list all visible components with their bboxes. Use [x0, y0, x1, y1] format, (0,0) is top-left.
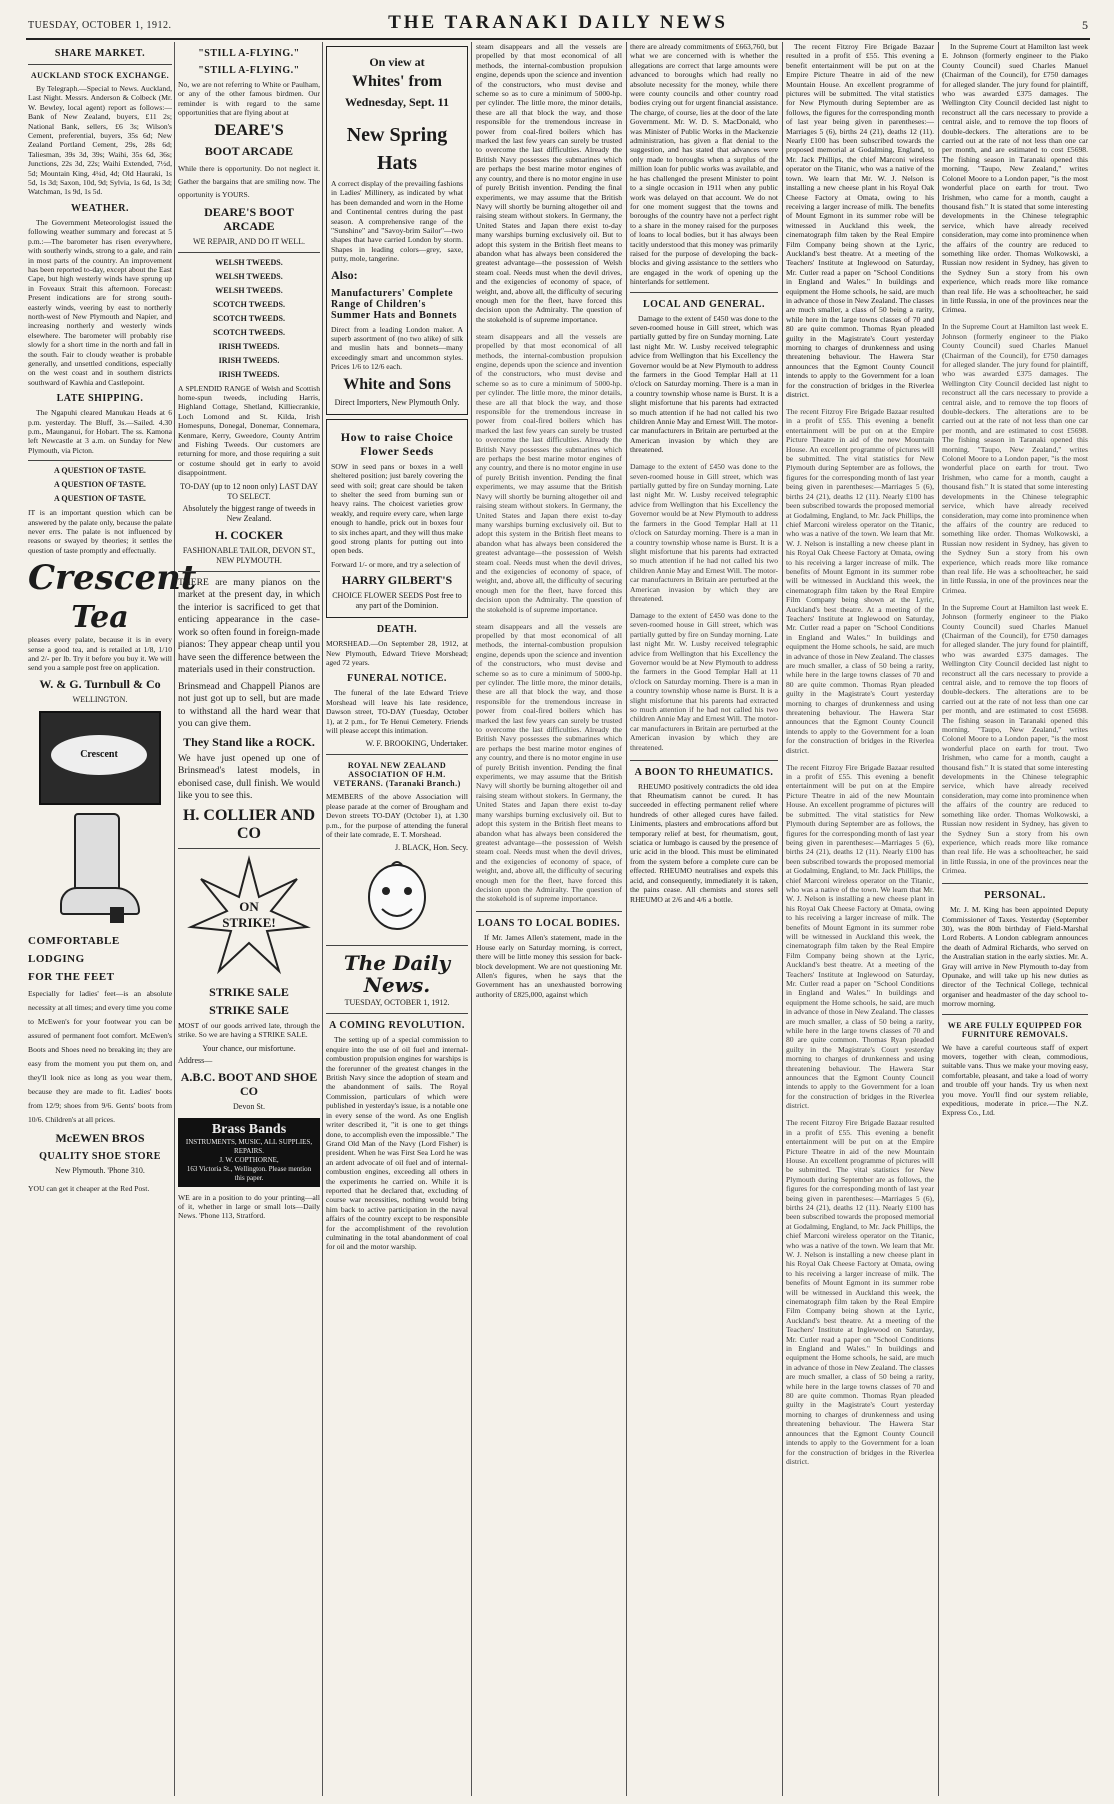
local-news: The recent Fitzroy Fire Brigade Bazaar resulted in a profit of £55. This evening a benefit entertainment will be put on at the Empire Picture Theatre in aid of the new Mountain House. An excellent programme of pictures will be submitted. The vital statistics for New Plymouth during September are as follows, the figures for the corresponding month of last year being given in parentheses:—Marriages 5 (6), births 24 (21), deaths 12 (11). Nearly £100 has been subscribed towards the proposed memorial at Godalming, England, to Mr. Jack Phillips, the chief Marconi wireless operator on the Titanic, who was a native of the town. We learn that Mr. W. J. Nelson is installing a new cheese plant in his Royal Oak Cheese Factory at Omata, owing to his receiving a larger increase of milk. The benefits of Mount Egmont in its summer robe will be witnessed in Auckland this week, the cinematograph film taken by the Real Empire Film Company being shown at the Lyric, Auckland's best theatre. At a meeting of the Teachers' Institute at Inglewood on Saturday, Mr. Cutler read a paper on "School Conditions in England and Wales." In buildings and equipment the Home schools, he said, are much in advance of those in New Zealand. The classes are much smaller, a class of 50 being a rarity, while here in the large towns classes of 70 and 80 are quite common. Thomas Ryan pleaded guilty in the Magistrate's Court yesterday morning to charges of drunkenness and using threatening behaviour. The Hawera Star announces that the Egmont County Council intends to apply to the Government for a loan for the construction of bridges in the Riverlea district. — [786, 42, 934, 400]
divider — [630, 760, 778, 761]
tweeds-item: WELSH TWEEDS. — [215, 285, 283, 295]
column-rule — [782, 42, 783, 1796]
divider — [942, 1014, 1088, 1015]
new-spring: New Spring — [346, 124, 448, 146]
local-general-text: Damage to the extent of £450 was done to the seven-roomed house in Gill street, which was partially gutted by fire on Sunday morning. Late last night Mr. W. Lusby received telegraphic advice from Wellington that his Excellency the Governor would be at New Plymouth to address the farmers in the Good Templar Hall at 11 o'clock on Saturday morning. There is a man in a country township whose name is Burst. It is a slight misfortune that his parents had extracted so much attention if he had not called his two children Annie May and Ernest Will. The motor-car manufacturers in Britain are perturbed at the American invasion by which they are threatened. — [630, 462, 778, 603]
divider — [28, 460, 172, 461]
revolution-continued: steam disappears and all the vessels are propelled by that most economical of all methods, the internal-combustion propulsion engine, depends upon the science and invention of the constructors, who must devise and scheme so as to cure a minimum of 5000-hp. per cylinder. The little more, the minor details, these are all that block the way, and those responsible for the tremendous increase in power from coal-fired boilers which has marked the last few years can surely be trusted to overcome the last difficulties. Already the British Navy possesses the submarines which are perhaps the best marine motor engines of any country, and there is no motor engine in use of purely British invention. Pending the final experiments, we may assume that the British Navy will shortly be burning altogether oil and raising steam without stokers. In Germany, the United States and Japan there exist to-day many warships burning exclusively oil. But to adopt this system in the British fleet means to abandon what has always been considered the greatest advantage—the possession of Welsh steam coal. Needs must when the devil drives, and the exigencies of economy of space, of weight, and, above all, the difficulty of securing enough men for the fleet, have forced this decision upon the Admiralty. The question of the stokehold is of supreme importance. — [476, 331, 622, 614]
furniture-heading: WE ARE FULLY EQUIPPED FOR FURNITURE REMOVALS. — [947, 1020, 1083, 1039]
editorial-date: TUESDAY, OCTOBER 1, 1912. — [344, 998, 450, 1008]
furniture-text: We have a careful courteous staff of expert movers, together with clean, commodious, suitable vans. Thus we make your moving easy, comfortable, pleasant, and take a load of worry and trouble off your hands. Try us when next you move. You'll find our system reliable, expeditious, moderate in price.—The N.Z. Express Co., Ltd. — [942, 1042, 1088, 1118]
death-heading: DEATH. — [376, 624, 418, 636]
revolution-continued: steam disappears and all the vessels are propelled by that most economical of all methods, the internal-combustion propulsion engine, depends upon the science and invention of the constructors, who must devise and scheme so as to cure a minimum of 5000-hp. per cylinder. The little more, the minor details, these are all that block the way, and those responsible for the tremendous increase in power from coal-fired boilers which has marked the last few years can surely be trusted to overcome the last difficulties. Already the British Navy possesses the submarines which are perhaps the best marine motor engines of any country, and there is no motor engine in use of purely British invention. Pending the final experiments, we may assume that the British Navy will shortly be burning altogether oil and raising steam without stokers. In Germany, the United States and Japan there exist to-day many warships burning exclusively oil. But to adopt this system in the British fleet means to abandon what has always been considered the greatest advantage—the possession of Welsh steam coal. Needs must when the devil drives, and the exigencies of economy of space, of weight, and, above all, the difficulty of securing enough men for the fleet, have forced this decision upon the Admiralty. The question of the stokehold is of supreme importance. — [476, 621, 622, 904]
column-5 — [630, 42, 778, 1796]
taste-heading-1: A QUESTION OF TASTE. — [54, 466, 146, 476]
brass-bands-address: 163 Victoria St., Wellington. Please mention this paper. — [186, 1164, 312, 1182]
tweeds-item: SCOTCH TWEEDS. — [213, 313, 285, 323]
crescent-logo: Crescent — [28, 558, 197, 599]
address-label: Address— — [178, 1055, 213, 1065]
strike-label: STRIKE! — [222, 914, 276, 930]
veterans-secretary: J. BLACK, Hon. Secy. — [394, 843, 468, 853]
veterans-heading: ROYAL NEW ZEALAND ASSOCIATION OF H.M. VETERANS. (Taranaki Branch.) — [333, 761, 461, 789]
on-view: On view at — [369, 55, 425, 69]
abc-street: Devon St. — [233, 1101, 265, 1111]
misfortune: Your chance, our misfortune. — [202, 1043, 296, 1053]
revolution-continued: steam disappears and all the vessels are propelled by that most economical of all methods, the internal-combustion propulsion engine, depends upon the science and invention of the constructors, who must devise and scheme so as to cure a minimum of 5000-hp. per cylinder. The little more, the minor details, these are all that block the way, and those responsible for the tremendous increase in power from coal-fired boilers which has marked the last few years can surely be trusted to overcome the last difficulties. Already the British Navy possesses the submarines which are perhaps the best marine motor engines of any country, and there is no motor engine in use of purely British invention. Pending the final experiments, we may assume that the British Navy will shortly be burning altogether oil and raising steam without stokers. In Germany, the United States and Japan there exist to-day many warships burning exclusively oil. But to adopt this system in the British fleet means to abandon what has always been considered the greatest advantage—the possession of Welsh steam coal. Needs must when the devil drives, and the exigencies of economy of space, of weight, and, above all, the difficulty of securing enough men for the fleet, have forced this decision upon the Admiralty. The question of the stokehold is of supreme importance. — [476, 42, 622, 324]
on-label: ON — [239, 898, 259, 914]
brass-bands-subtitle: INSTRUMENTS, MUSIC, ALL SUPPLIES, REPAIRS. — [185, 1137, 313, 1155]
today-notice: TO-DAY (up to 12 noon only) LAST DAY TO SELECT. — [180, 481, 318, 501]
on-strike-text — [189, 899, 309, 931]
page-number: 5 — [1082, 18, 1088, 32]
cocker-name: H. COCKER — [214, 527, 283, 542]
on-strike-star — [189, 857, 309, 977]
tweeds-item: SCOTCH TWEEDS. — [213, 327, 285, 337]
stock-exchange-subheading: AUCKLAND STOCK EXCHANGE. — [30, 71, 170, 80]
comfortable-line-3: FOR THE FEET — [28, 970, 115, 983]
divider — [178, 571, 320, 572]
column-rule — [322, 42, 323, 1796]
rheumatics-heading: A BOON TO RHEUMATICS. — [634, 766, 774, 778]
divider — [178, 848, 320, 849]
taste-text: IT is an important question which can be answered by the palate only, because the palate never errs. The palate is not influenced by reasons or swayed by theories; it settles the question of taste promptly and effectually. — [28, 508, 172, 555]
taste-heading-3: A QUESTION OF TASTE. — [54, 494, 146, 504]
loans-text: If Mr. James Allen's statement, made in the House early on Saturday morning, is correct, there will be little money this session for back-block development. We are not questioning Mr. Allen's figures, when he says that the Government has an unexhausted borrowing authority of £825,000, against which — [476, 933, 622, 999]
whites-ad — [326, 46, 468, 415]
brass-bands-title: Brass Bands — [211, 1121, 287, 1137]
loans-heading: LOANS TO LOCAL BODIES. — [477, 918, 621, 930]
veterans-notice: MEMBERS of the above Association will please parade at the corner of Brougham and Devon streets TO-DAY (October 1), at 1.30 p.m., for the purpose of attending the funeral of their late comrade, E. T. Morshead. — [326, 792, 468, 840]
taste-heading-2: A QUESTION OF TASTE. — [54, 480, 146, 490]
divider — [942, 883, 1088, 884]
column-rule — [471, 42, 472, 1796]
stand-like-rock: They Stand like a ROCK. — [183, 734, 315, 749]
general-news: In the Supreme Court at Hamilton last week E. Johnson (formerly engineer to the Piako County Council) sued Charles Manuel (Chairman of the Council), for £750 damages for alleged slander. The jury found for plaintiff, who was awarded £375 damages. The Wellington City Council decided last night to reconstruct all the cars necessary to provide a central aisle, and to remove the top floors of double-deckers. The alterations are to be carried out at the rate of not less than one car per month, and are estimated to cost £5698. The fishing season in Taranaki opened this morning. "Taupo, New Zealand," writes Colonel Moore to a London paper, "is the most wonderful place on earth for trout. Two Irishmen, who came for a month, caught a thousand fish." It is stated that some interesting developments in the Chinese telegraphic service, which have already received consideration, may come into prominence when the affairs of the country are reduced to something like order. Thomas Wolkowski, a Russian now resident in Sydney, has given to the Sydney Sun a story from his own experience, which reads more like romance than real life. He was a schoolteacher, he said in little Russia, in one of the provinces near the Crimea. — [942, 42, 1088, 315]
brinsmead-text: Brinsmead and Chappell Pianos are not just got up to sell, but are made to withstand all the hard wear that you can give them. — [178, 680, 320, 730]
divider — [178, 252, 320, 253]
gilbert-sub: CHOICE FLOWER SEEDS Post free to any part of the Dominion. — [332, 591, 462, 611]
abc-shoe-co: A.B.C. BOOT AND SHOE CO — [180, 1069, 318, 1098]
death-notice: MORSHEAD.—On September 28, 1912, at New Plymouth, Edward Trieve Morshead; aged 72 years. — [326, 639, 468, 667]
tweeds-text: A SPLENDID RANGE of Welsh and Scottish home-spun tweeds, including Harris, Highland Cottage, Shetland, Killiecrankie, Loch Lomond and St. Kilda, Irish Homespuns, Donegal, Donemar, Connemara, Kenmare, Kerry, Gweedore, County Antrim and Fishing Tweeds. Our customers are returning for more, and those requiring a suit or costume should get in early to avoid disappointment. — [178, 383, 320, 478]
revolution-heading: A COMING REVOLUTION. — [329, 1020, 465, 1032]
general-news: In the Supreme Court at Hamilton last week E. Johnson (formerly engineer to the Piako County Council) sued Charles Manuel (Chairman of the Council), for £750 damages for alleged slander. The jury found for plaintiff, who was awarded £375 damages. The Wellington City Council decided last night to reconstruct all the cars necessary to provide a central aisle, and to remove the top floors of double-deckers. The alterations are to be carried out at the rate of not less than one car per month, and are estimated to cost £5698. The fishing season in Taranaki opened this morning. "Taupo, New Zealand," writes Colonel Moore to a London paper, "is the most wonderful place on earth for trout. Two Irishmen, who came for a month, caught a thousand fish." It is stated that some interesting developments in the Chinese telegraphic service, which have already received consideration, may come into prominence when the affairs of the country are reduced to something like order. Thomas Wolkowski, a Russian now resident in Sydney, has given to the Sydney Sun a story from his own experience, which reads more like romance than real life. He was a schoolteacher, he said in little Russia, in one of the provinces near the Crimea. — [942, 602, 1088, 876]
funeral-notice: The funeral of the late Edward Trieve Morshead will leave his late residence, Dawson street, TO-DAY (Tuesday, October 1), at 2 p.m., for Te Henui Cemetery. Friends will please accept this intimation. — [326, 688, 468, 735]
boot-heel — [110, 907, 124, 923]
manufacturers-range: Manufacturers' Complete Range of Children's Summer Hats and Bonnets — [331, 287, 458, 321]
personal-text: Mr. J. M. King has been appointed Deputy Commissioner of Taxes. Yesterday (September 30), was the 80th birthday of Field-Marshal Lord Roberts. A London cablegram announces the death of Admiral Richards, who served on the Australian station in the early sixties. Mr. A. Gray will arrive in New Plymouth to-day from Opunake, and will take up his new duties as director of the Technical College, technical organiser and headmaster of the day school to-morrow morning. — [942, 905, 1088, 1009]
tea-packet-label: Crescent — [51, 735, 147, 775]
share-market-heading: SHARE MARKET. — [54, 48, 146, 59]
crescent-tea-logo: Tea — [71, 600, 129, 636]
red-post-ad: YOU can get it cheaper at the Red Post. — [28, 1183, 150, 1193]
comfortable-line-2: LODGING — [28, 952, 85, 965]
brinsmead-new-model: We have just opened up one of Brinsmead's latest models, in ebonised case, dull finish. We would like you to see this. — [178, 752, 320, 802]
strike-text: MOST of our goods arrived late, through the strike. So we are having a STRIKE SALE. — [178, 1020, 320, 1040]
local-general-text: Damage to the extent of £450 was done to the seven-roomed house in Gill street, which was partially gutted by fire on Sunday morning. Late last night Mr. W. Lusby received telegraphic advice from Wellington that his Excellency the Governor would be at New Plymouth to address the farmers in the Good Templar Hall at 11 o'clock on Saturday morning. There is a man in a country township whose name is Burst. It is a slight misfortune that his parents had extracted so much attention if he had not called his two children Annie May and Ernest Will. The motor-car manufacturers in Britain are perturbed at the American invasion by which they are threatened. — [630, 610, 778, 752]
deares-repeat: DEARE'S BOOT ARCADE — [204, 204, 294, 233]
hats: Hats — [377, 152, 417, 174]
column-6 — [786, 42, 934, 1796]
tweeds-item: IRISH TWEEDS. — [218, 355, 280, 365]
masthead — [26, 8, 1090, 40]
share-market-report: By Telegraph.—Special to News. Auckland, Last Night. Messrs. Anderson & Colbeck (Mr. W. Bewley, local agent) report as follows:— Bank of New Zealand, buyers, £11 2s; National Bank, sellers, £6 3s; Wilson's Cement, preferential, buyers, 35s 6d; New Zealand Portland Cement, 29s, 28s 6d; Taliesman, 39s 3d, 39s; Waihi, 35s 6d, 36s; Junctions, 22s 3d, 22s; Waihi Extended, 7½d, 5d; Mountain King, 4¼d, 4d; Old Hauraki, 1s 5d, 1s 3d; Saxon, 10d, 9d; Sylvia, 1s 6d, 1s 3d; Watchman, 1s 9d, 1s 5d. — [28, 84, 172, 197]
column-7 — [942, 42, 1088, 1796]
deares-repair: WE REPAIR, AND DO IT WELL. — [192, 236, 306, 246]
divider — [326, 1013, 468, 1014]
turnbull-city: WELLINGTON. — [72, 694, 128, 704]
turnbull-name: W. & G. Turnbull & Co — [39, 676, 161, 691]
mcewen-address: New Plymouth. 'Phone 310. — [55, 1165, 145, 1175]
gilbert-name: HARRY GILBERT'S — [341, 573, 453, 588]
funeral-heading: FUNERAL NOTICE. — [347, 673, 447, 685]
local-news: The recent Fitzroy Fire Brigade Bazaar resulted in a profit of £55. This evening a benefit entertainment will be put on at the Empire Picture Theatre in aid of the new Mountain House. An excellent programme of pictures will be submitted. The vital statistics for New Plymouth during September are as follows, the figures for the corresponding month of last year being given in parentheses:—Marriages 5 (6), births 24 (21), deaths 12 (11). Nearly £100 has been subscribed towards the proposed memorial at Godalming, England, to Mr. Jack Phillips, the chief Marconi wireless operator on the Titanic, who was a native of the town. We learn that Mr. W. J. Nelson is installing a new cheese plant in his Royal Oak Cheese Factory at Omata, owing to his receiving a larger increase of milk. The benefits of Mount Egmont in its summer robe will be witnessed in Auckland this week, the cinematograph film taken by the Real Empire Film Company being shown at the Lyric, Auckland's best theatre. At a meeting of the Teachers' Institute at Inglewood on Saturday, Mr. Cutler read a paper on "School Conditions in England and Wales." In buildings and equipment the Home schools, he said, are much in advance of those in New Zealand. The classes are much smaller, a class of 50 being a rarity, while here in the large towns classes of 70 and 80 are quite common. Thomas Ryan pleaded guilty in the Magistrate's Court yesterday morning to charges of drunkenness and using threatening behaviour. The Hawera Star announces that the Egmont County Council intends to apply to the Government for a loan for the construction of bridges in the Riverlea district. — [786, 1118, 934, 1466]
also-label: Also: — [331, 267, 358, 282]
whites-from: Whites' from — [352, 73, 442, 90]
baby-face-icon — [362, 859, 432, 939]
deares-boot-arcade: BOOT ARCADE — [204, 143, 294, 158]
rheumatics-text: RHEUMO positively contradicts the old idea that Rheumatism cannot be cured. It has succeeded in effecting permanent relief where hundreds of other alleged cures have failed. Liniments, plasters and embrocations afford but temporary relief at best, for rheumatism, gout, sciatica or lumbago is caused by the presence of uric acid in the blood. This must be eliminated from the system before a complete cure can be effected. RHEUMO neutralises and expels this acid, and consequently, immediately it is taken, the pains cease. All chemists and stores sell RHEUMO at 2/6 and 4/6 a bottle. — [630, 781, 778, 904]
local-news: The recent Fitzroy Fire Brigade Bazaar resulted in a profit of £55. This evening a benefit entertainment will be put on at the Empire Picture Theatre in aid of the new Mountain House. An excellent programme of pictures will be submitted. The vital statistics for New Plymouth during September are as follows, the figures for the corresponding month of last year being given in parentheses:—Marriages 5 (6), births 24 (21), deaths 12 (11). Nearly £100 has been subscribed towards the proposed memorial at Godalming, England, to Mr. Jack Phillips, the chief Marconi wireless operator on the Titanic, who was a native of the town. We learn that Mr. W. J. Nelson is installing a new cheese plant in his Royal Oak Cheese Factory at Omata, owing to his receiving a larger increase of milk. The benefits of Mount Egmont in its summer robe will be witnessed in Auckland this week, the cinematograph film taken by the Real Empire Film Company being shown at the Lyric, Auckland's best theatre. At a meeting of the Teachers' Institute at Inglewood on Saturday, Mr. Cutler read a paper on "School Conditions in England and Wales." In buildings and equipment the Home schools, he said, are much in advance of those in New Zealand. The classes are much smaller, a class of 50 being a rarity, while here in the large towns classes of 70 and 80 are quite common. Thomas Ryan pleaded guilty in the Magistrate's Court yesterday morning to charges of drunkenness and using threatening behaviour. The Hawera Star announces that the Egmont County Council intends to apply to the Government for a loan for the construction of bridges in the Riverlea district. — [786, 407, 934, 755]
hats-text: A correct display of the prevailing fashions in Ladies' Millinery, as indicated by what has been demanded and worn in the Home and Continental centres during the past season. A comprehensive range of the "Sunshine" and "Savoy-brim Sailor"—two shapes that have carried London by storm. Shapes in leading colors—grey, saxe, putty, mole, tangerine. — [331, 179, 463, 264]
pianos-text: THERE are many pianos on the market at the present day, in which the interior is sacrificed to get that enticing appearance in the case-work so often found in foreign-made pianos: They appear cheap until you have seen the difference between the materials used in their construction. — [178, 576, 320, 676]
collier-name: H. COLLIER AND CO — [182, 806, 316, 842]
issue-date: TUESDAY, OCTOBER 1, 1912. — [28, 20, 172, 31]
mcewen-ad-text: Especially for ladies' feet—is an absolute necessity at all times; and every time you come to McEwen's for your footwear you can be assured of permanent foot comfort. McEwen's Boots and Shoes need no breaking in; they are easy from the moment you put them on, and they'll look nice as long as you wear them, because they are made to fit. Ladies' boots from 12/9; shoes from 9/6. Gents' boots from 10/6. Children's at all prices. — [28, 988, 172, 1124]
personal-heading: PERSONAL. — [984, 890, 1046, 902]
deares-text: While there is opportunity. Do not neglect it. Gather the bargains that are smiling now. The opportunity is YOURS. — [178, 163, 320, 199]
cocker-subtitle: FASHIONABLE TAILOR, DEVON ST., NEW PLYMOUTH. — [182, 545, 316, 565]
general-news: In the Supreme Court at Hamilton last week E. Johnson (formerly engineer to the Piako County Council) sued Charles Manuel (Chairman of the Council), for £750 damages for alleged slander. The jury found for plaintiff, who was awarded £375 damages. The Wellington City Council decided last night to reconstruct all the cars necessary to provide a central aisle, and to remove the top floors of double-deckers. The alterations are to be carried out at the rate of not less than one car per month, and are estimated to cost £5698. The fishing season in Taranaki opened this morning. "Taupo, New Zealand," writes Colonel Moore to a London paper, "is the most wonderful place on earth for trout. Two Irishmen, who came for a month, caught a thousand fish." It is stated that some interesting developments in the Chinese telegraphic service, which have already received consideration, may come into prominence when the affairs of the country are reduced to something like order. Thomas Wolkowski, a Russian now resident in Sydney, has given to the Sydney Sun a story from his own experience, which reads more like romance than real life. He was a schoolteacher, he said in little Russia, in one of the provinces near the Crimea. — [942, 322, 1088, 595]
tweeds-item: WELSH TWEEDS. — [215, 271, 283, 281]
column-2 — [178, 42, 320, 1796]
divider — [28, 64, 172, 65]
ladies-boot-image — [52, 811, 148, 929]
baby-face-image — [362, 859, 432, 939]
brass-bands-ad — [178, 1118, 320, 1187]
divider — [630, 292, 778, 293]
divider — [326, 754, 468, 755]
weather-report: The Government Meteorologist issued the following weather summary and forecast at 5 p.m.:—The barometer has risen everywhere, with southerly winds, strong to a gale, and rain in most parts of the country. An improvement has been reported to-day, except about the East Cape, but high westerly winds have sprung up in Foveaux Strait this afternoon. Forecast: Present indications are for strong south-easterly winds, veering by east to northerly north-west of New Plymouth and Napier, and increasing northerly and westerly winds elsewhere. The barometer will probably rise slowly for a short time in the north and fall in the south. Fair to cloudy weather is probable generally, and unsettled conditions, especially on the west coast and in southern districts southward of Kawhia and Castlepoint. — [28, 217, 172, 387]
tweeds-item: SCOTCH TWEEDS. — [213, 299, 285, 309]
biggest-range: Absolutely the biggest range of tweeds in New Zealand. — [182, 503, 316, 523]
crescent-tea-text: pleases every palate, because it is in every sense a good tea, and is retailed at 1/8, 1/10 and 2/- per lb. Try it before you buy it. We will send you a sample post free on application. — [28, 635, 172, 673]
tea-packet-image — [39, 711, 161, 805]
seeds-text: SOW in seed pans or boxes in a well sheltered position; just barely covering the seed with soil; great care should be taken to shelter the seed from burning sun or heavy rains. The choicest varieties grow weakly, and require every care, when large enough to handle, prick out in boxes four to six inches apart, and they will thus make good strong plants for putting out into open beds. — [331, 461, 463, 556]
strike-sale-2: STRIKE SALE — [209, 1002, 289, 1017]
strike-sale-1: STRIKE SALE — [209, 984, 289, 999]
flower-seeds-ad — [326, 419, 468, 618]
mcewen-tagline: QUALITY SHOE STORE — [39, 1150, 161, 1162]
divider — [326, 945, 468, 946]
column-rule — [174, 42, 175, 1796]
boot-toe — [60, 887, 140, 915]
shipping-report: The Ngapuhi cleared Manukau Heads at 6 p.m. yesterday. The Bluff, 3s.—Sailed. 4.30 p.m., Maunganui, for Hobart. The ss. Kamona left Newcastle at 3 a.m. on Sunday for New Plymouth, via Picton. — [28, 408, 172, 455]
weather-heading: WEATHER. — [71, 202, 129, 214]
undertaker: W. F. BROOKING, Undertaker. — [365, 739, 468, 749]
editorial-nameplate: The Daily News. — [343, 951, 451, 998]
local-news: The recent Fitzroy Fire Brigade Bazaar resulted in a profit of £55. This evening a benefit entertainment will be put on at the Empire Picture Theatre in aid of the new Mountain House. An excellent programme of pictures will be submitted. The vital statistics for New Plymouth during September are as follows, the figures for the corresponding month of last year being given in parentheses:—Marriages 5 (6), births 24 (21), deaths 12 (11). Nearly £100 has been subscribed towards the proposed memorial at Godalming, England, to Mr. Jack Phillips, the chief Marconi wireless operator on the Titanic, who was a native of the town. We learn that Mr. W. J. Nelson is installing a new cheese plant in his Royal Oak Cheese Factory at Omata, owing to his receiving a larger increase of milk. The benefits of Mount Egmont in its summer robe will be witnessed in Auckland this week, the cinematograph film taken by the Real Empire Film Company being shown at the Lyric, Auckland's best theatre. At a meeting of the Teachers' Institute at Inglewood on Saturday, Mr. Cutler read a paper on "School Conditions in England and Wales." In buildings and equipment the Home schools, he said, are much in advance of those in New Zealand. The classes are much smaller, a class of 50 being a rarity, while here in the large towns classes of 70 and 80 are quite common. Thomas Ryan pleaded guilty in the Magistrate's Court yesterday morning to charges of drunkenness and using threatening behaviour. The Hawera Star announces that the Egmont County Council intends to apply to the Government for a loan for the construction of bridges in the Riverlea district. — [786, 762, 934, 1111]
loans-continued: there are already commitments of £663,760, but what we are concerned with is whether the allegations are correct that large amounts were advanced to boroughs which had really no absolute necessity for the money, while there were county councils and other country road bodies crying out for urgent financial assistance. The charge, of course, lies at the door of the late Government. Mr. W. D. S. MacDonald, who was Minister of Public Works in the Mackenzie administration, has given a flat denial to the suggestion, and has stated that advances were only made to boroughs when a surplus of the million loan for public works was available, and he has challenged the present Minister to point to a single occasion in 1911 when any public work was delayed on that account. We do not for one moment suggest that the towns and boroughs of the country have not a perfect right to a share in the money raised for the purposes of loans to local bodies, but it has always been tacitly understood that this money was primarily raised for the purpose of developing the back-blocks and giving assistance to the settlers who are engaged in the work of opening up the hinterlands for settlement. — [630, 42, 778, 287]
deares-name: DEARE'S — [214, 121, 284, 139]
column-rule — [626, 42, 627, 1796]
brass-bands-name: J. W. COPTHORNE, — [219, 1155, 279, 1164]
comfortable-line-1: COMFORTABLE — [28, 934, 120, 947]
still-flying-text: No, we are not referring to White or Paulham, or any of the other famous birdmen. Our reminder is with regard to the same opportunities that are flying about at — [178, 80, 320, 118]
seeds-heading: How to raise Choice Flower Seeds — [340, 429, 454, 458]
column-3 — [326, 42, 468, 1796]
local-general-text: Damage to the extent of £450 was done to the seven-roomed house in Gill street, which was partially gutted by fire on Sunday morning. Late last night Mr. W. Lusby received telegraphic advice from Wellington that his Excellency the Governor would be at New Plymouth to address the farmers in the Good Templar Hall at 11 o'clock on Saturday morning. There is a man in a country township whose name is Burst. It is a slight misfortune that his parents had extracted so much attention if he had not called his two children Annie May and Ernest Will. The motor-car manufacturers in Britain are perturbed at the American invasion by which they are threatened. — [630, 313, 778, 455]
tweeds-item: WELSH TWEEDS. — [215, 257, 283, 267]
boot-upper — [74, 813, 120, 897]
manufacturers-text: Direct from a leading London maker. A superb assortment of (no two alike) of silk and muslin hats and bonnets—many exceedingly smart and uncommon styles. Prices 1/6 to 12/6 each. — [331, 324, 463, 372]
printing-ad: WE are in a position to do your printing—all of it, whether in large or small lots—Daily News. 'Phone 113, Stratford. — [178, 1192, 320, 1221]
whites-date: Wednesday, Sept. 11 — [344, 95, 450, 109]
mcewen-name: McEWEN BROS — [55, 1130, 145, 1145]
local-general-heading: LOCAL AND GENERAL. — [642, 298, 766, 310]
white-and-sons: White and Sons — [343, 375, 451, 393]
column-4 — [476, 42, 622, 1796]
tweeds-item: IRISH TWEEDS. — [218, 341, 280, 351]
still-flying-1: "STILL A-FLYING." — [198, 48, 300, 59]
still-flying-2: "STILL A-FLYING." — [198, 65, 300, 76]
newspaper-title: THE TARANAKI DAILY NEWS — [388, 12, 728, 33]
shipping-heading: LATE SHIPPING. — [56, 393, 144, 405]
divider — [476, 911, 622, 912]
forward-text: Forward 1/- or more, and try a selection of — [331, 559, 461, 569]
white-and-sons-sub: Direct Importers, New Plymouth Only. — [334, 397, 460, 407]
column-rule — [938, 42, 939, 1796]
tweeds-item: IRISH TWEEDS. — [218, 369, 280, 379]
revolution-text: The setting up of a special commission to enquire into the use of oil fuel and internal-combustion propulsion engines for warships is the forerunner of the greatest changes in the British Navy since the adoption of steam and the abandonment of sails. The Royal Commission, particulars of which were published in yesterday's issue, is a notable one in every sense of the word. As one English writer described it, "it is one to get things done, to accomplish even the impossible." The Grand Old Man of the Navy (Lord Fisher) is president. When he was First Sea Lord he was an ardent advocate of oil fuel and of internal-combustion engines, exceeding all others in the experiments he carried on. While it is reported that he declared that, excluding of course war necessities, nothing would bring him back to active participation in the naval affairs of the country except to be responsible for the accomplishment of the revolution culminating in the total abandonment of coal for oil and the motor warship. — [326, 1035, 468, 1252]
